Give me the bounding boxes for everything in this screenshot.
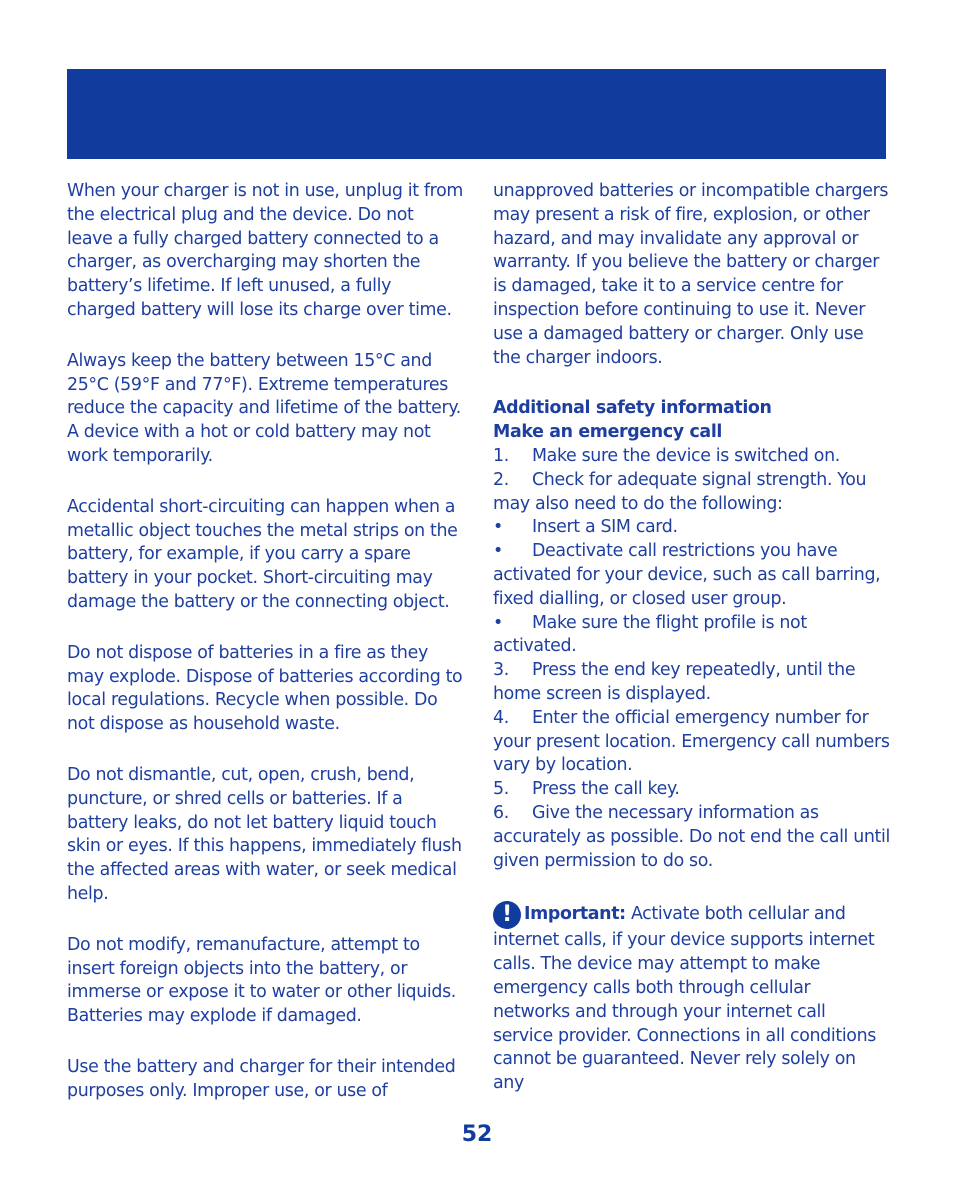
list-item bbox=[493, 612, 890, 660]
page-number: 52 bbox=[461, 1122, 493, 1147]
list-item-text: Make sure the flight profile is not activated. bbox=[493, 612, 807, 657]
list-marker: 6. bbox=[493, 802, 509, 823]
paragraph-intended-use: Use the battery and charger for their intended purposes only. Improper use, or use of bbox=[67, 1056, 456, 1101]
list-marker: 2. bbox=[493, 469, 509, 490]
paragraph-modify: Do not modify, remanufacture, attempt to insert foreign objects into the battery, or immerse or expose it to water or other liquids. Batteries may explode if damaged. bbox=[67, 934, 456, 1027]
paragraph-temperature: Always keep the battery between 15°C and 25°C (59°F and 77°F). Extreme temperatures reduce the capacity and lifetime of the battery. A device with a hot or cold battery may not work temporarily. bbox=[67, 350, 461, 466]
heading-additional-safety: Additional safety information bbox=[493, 398, 772, 419]
list-item bbox=[493, 707, 890, 778]
list-item bbox=[493, 469, 890, 517]
list-item bbox=[493, 778, 890, 802]
list-item-text: Check for adequate signal strength. You may also need to do the following: bbox=[493, 469, 867, 514]
right-column bbox=[493, 180, 890, 1096]
paragraph-unapproved-batteries: unapproved batteries or incompatible chargers may present a risk of fire, explosion, or other hazard, and may invalidate any approval or warranty. If you believe the battery or charger is damaged, take it to a service centre for inspection before continuing to use it. Never use a damaged battery or charger. Only use the charger indoors. bbox=[493, 181, 889, 368]
list-item-text: Press the end key repeatedly, until the home screen is displayed. bbox=[493, 660, 856, 704]
list-item-text: Press the call key. bbox=[532, 779, 680, 800]
emergency-steps-list bbox=[493, 445, 890, 873]
list-marker: 5. bbox=[493, 779, 509, 800]
important-label: Important: bbox=[524, 904, 626, 925]
important-text: Activate both cellular and internet calls, if your device supports internet calls. The device may attempt to make emergency calls both through cellular networks and through your internet call service provider. Connections in all conditions cannot be guaranteed. Never rely solely on any bbox=[493, 904, 876, 1094]
paragraph-disposal: Do not dispose of batteries in a fire as they may explode. Dispose of batteries according to local regulations. Recycle when possible. Do not dispose as household waste. bbox=[67, 642, 463, 735]
list-marker: • bbox=[493, 541, 503, 562]
heading-emergency-call: Make an emergency call bbox=[493, 422, 723, 443]
paragraph-dismantle: Do not dismantle, cut, open, crush, bend, puncture, or shred cells or batteries. If a battery leaks, do not let battery liquid touch skin or eyes. If this happens, immediately flush the affected areas with water, or seek medical help. bbox=[67, 764, 462, 904]
list-item-text: Insert a SIM card. bbox=[532, 517, 678, 538]
list-item-text: Enter the official emergency number for your present location. Emergency call numbers vary by location. bbox=[493, 707, 890, 776]
list-item-text: Make sure the device is switched on. bbox=[532, 445, 840, 466]
list-item bbox=[493, 540, 890, 611]
list-marker: 4. bbox=[493, 707, 509, 728]
exclamation-icon: ! bbox=[493, 901, 521, 929]
important-note bbox=[493, 901, 890, 1096]
list-marker: 3. bbox=[493, 660, 509, 681]
list-marker: • bbox=[493, 612, 503, 633]
list-item bbox=[493, 802, 890, 873]
list-item bbox=[493, 445, 890, 469]
list-item bbox=[493, 516, 890, 540]
paragraph-short-circuit: Accidental short-circuiting can happen when a metallic object touches the metal strips on the battery, for example, if you carry a spare battery in your pocket. Short-circuiting may damage the battery or the connecting object. bbox=[67, 496, 458, 612]
left-column bbox=[67, 180, 464, 1104]
header-bar bbox=[67, 69, 886, 159]
list-marker: 1. bbox=[493, 445, 509, 466]
paragraph-charger-unplug: When your charger is not in use, unplug it from the electrical plug and the device. Do not leave a fully charged battery connected to a charger, as overcharging may shorten the battery’s lifetime. If left unused, a fully charged battery will lose its charge over time. bbox=[67, 181, 463, 320]
list-item-text: Deactivate call restrictions you have activated for your device, such as call barring, fixed dialling, or closed user group. bbox=[493, 541, 881, 609]
list-item bbox=[493, 659, 890, 707]
list-marker: • bbox=[493, 517, 503, 538]
list-item-text: Give the necessary information as accurately as possible. Do not end the call until given permission to do so. bbox=[493, 802, 890, 871]
